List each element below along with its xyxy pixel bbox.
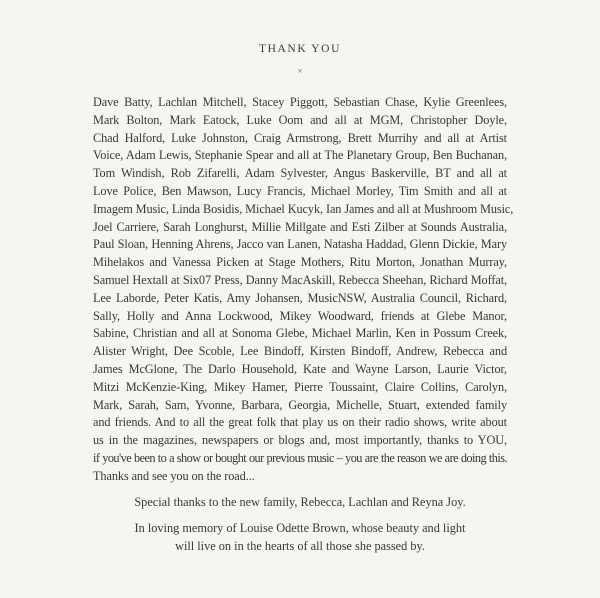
text-line: Imagem Music, Linda Bosidis, Michael Kucyk, Ian James and all at Mushroom Music, (93, 201, 514, 216)
text-line: Lee Laborde, Peter Katis, Amy Johansen, MusicNSW, Australia Council, Richard, (93, 290, 507, 305)
text-line: Dave Batty, Lachlan Mitchell, Stacey Piggott, Sebastian Chase, Kylie Greenlees, (93, 95, 507, 109)
acknowledgements-text (93, 94, 514, 486)
memorial-line: will live on in the hearts of all those she passed by. (175, 538, 425, 553)
text-line: and friends. And to all the great folk that play us on their radio shows, write about (93, 415, 507, 430)
text-line: Sabine, Christian and all at Sonoma Glebe, Michael Marlin, Ken in Possum Creek, (93, 326, 507, 341)
text-line: us in the magazines, newspapers or blogs and, most importantly, thanks to YOU, (93, 433, 507, 448)
text-line: Voice, Adam Lewis, Stephanie Spear and all at The Planetary Group, Ben Buchanan, (93, 148, 507, 163)
text-line: Thanks and see you on the road... (93, 468, 255, 483)
text-line: Mitzi McKenzie-King, Mikey Hamer, Pierre Toussaint, Claire Collins, Carolyn, (93, 379, 507, 394)
memorial-line: In loving memory of Louise Odette Brown, whose beauty and light (134, 521, 466, 535)
text-line: Mihelakos and Vanessa Picken at Stage Mothers, Ritu Morton, Jonathan Murray, (93, 255, 507, 270)
text-line: Joel Carriere, Sarah Longhurst, Millie Millgate and Esti Zilber at Sounds Australia, (93, 219, 507, 234)
separator-mark: × (297, 66, 303, 76)
text-line: Mark Bolton, Mark Eatock, Luke Oom and all at MGM, Christopher Doyle, (93, 112, 507, 127)
text-line: Sally, Holly and Anna Lockwood, Mikey Woodward, friends at Glebe Manor, (93, 308, 507, 323)
text-line: Mark, Sarah, Sam, Yvonne, Barbara, Georgia, Michelle, Stuart, extended family (93, 397, 507, 412)
page-title: THANK YOU (258, 43, 341, 55)
text-line: Alister Wright, Dee Scoble, Lee Bindoff, Kirsten Bindoff, Andrew, Rebecca and (93, 344, 507, 359)
text-line: if you've been to a show or bought our previous music – you are the reason we are doing this. (93, 450, 507, 465)
text-line: Paul Sloan, Henning Ahrens, Jacco van Lanen, Natasha Haddad, Glenn Dickie, Mary (93, 237, 507, 252)
text-line: Samuel Hextall at Six07 Press, Danny MacAskill, Rebecca Sheehan, Richard Moffat, (93, 272, 507, 287)
text-line: Chad Halford, Luke Johnston, Craig Armstrong, Brett Murrihy and all at Artist (93, 130, 507, 145)
text-line: Love Police, Ben Mawson, Lucy Francis, Michael Morley, Tim Smith and all at (93, 183, 507, 198)
memorial-dedication (0, 520, 600, 556)
special-thanks: Special thanks to the new family, Rebecca, Lachlan and Reyna Joy. (134, 495, 466, 509)
text-line: Tom Windish, Rob Zifarelli, Adam Sylvester, Angus Baskerville, BT and all at (93, 166, 507, 181)
text-line: James McGlone, The Darlo Household, Kate and Wayne Larson, Laurie Victor, (93, 361, 507, 376)
